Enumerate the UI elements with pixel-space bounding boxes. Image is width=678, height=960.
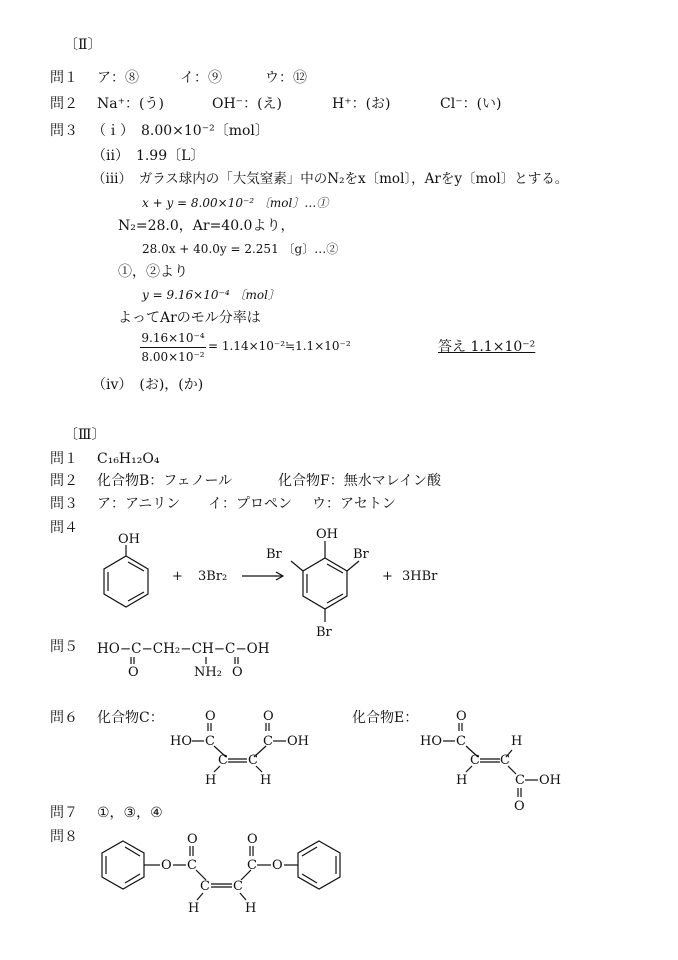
oxygen-label: O bbox=[205, 709, 216, 724]
oxygen-label: O bbox=[187, 832, 198, 847]
compound-c-label: 化合物C： bbox=[97, 710, 164, 726]
oh-label: OH bbox=[316, 527, 338, 542]
q3-7-label: 問７ bbox=[50, 805, 78, 821]
q3-4-label: 問４ bbox=[50, 520, 78, 536]
q3-3-a: ア：アニリン bbox=[97, 496, 181, 512]
section-3-header: 〔Ⅲ〕 bbox=[64, 427, 106, 443]
q3-8-label: 問８ bbox=[50, 829, 78, 845]
hydrogen-label: H bbox=[260, 773, 272, 788]
carbon-label: C bbox=[187, 858, 197, 873]
bond bbox=[197, 893, 203, 900]
carbon-label: C bbox=[247, 858, 257, 873]
section-2-header: 〔Ⅱ〕 bbox=[64, 37, 102, 53]
q2-3-i: （ｉ） 8.00×10⁻²〔mol〕 bbox=[92, 123, 269, 139]
fraction-numerator: 9.16×10⁻⁴ bbox=[141, 331, 205, 345]
q3-2-label: 問２ bbox=[50, 473, 78, 489]
q2-3-iii: （iii） ガラス球内の「大気窒素」中のN₂をx〔mol〕，Arをy〔mol〕とする。 bbox=[92, 171, 569, 187]
hydrogen-label: H bbox=[205, 773, 217, 788]
q3-3-b: イ：プロペン bbox=[208, 496, 292, 512]
double-bond bbox=[125, 874, 140, 883]
oh-label: OH bbox=[539, 773, 561, 788]
benzene-ring bbox=[298, 841, 340, 889]
carbon-label: C bbox=[248, 753, 258, 768]
chain-formula: HO−C−CH₂−CH−C−OH bbox=[97, 641, 270, 657]
fraction-result: = 1.14×10⁻²≒1.1×10⁻² bbox=[208, 339, 351, 353]
double-bond bbox=[302, 874, 317, 883]
answer-3-iii: 答え 1.1×10⁻² bbox=[438, 339, 536, 355]
q2-1-label: 問１ bbox=[50, 70, 78, 86]
q2-3-atomic: N₂=28.0，Ar=40.0より， bbox=[118, 218, 295, 234]
q2-3-therefore: よってArのモル分率は bbox=[118, 310, 261, 326]
carbon-label: C bbox=[218, 753, 228, 768]
q2-2-label: 問２ bbox=[50, 96, 78, 112]
q2-3-eq3: y = 9.16×10⁻⁴ 〔mol〕 bbox=[142, 288, 280, 302]
q3-2-f: 化合物F：無水マレイン酸 bbox=[278, 473, 442, 489]
oxygen-label: O bbox=[128, 665, 139, 680]
oxygen-label: O bbox=[272, 858, 283, 873]
q2-3-iv: （iv） (お)，(か) bbox=[92, 377, 204, 393]
q2-3-from: ①，②より bbox=[118, 264, 188, 280]
q2-3-label: 問３ bbox=[50, 123, 78, 139]
hydrogen-label: H bbox=[188, 901, 200, 916]
q3-3-c: ウ：アセトン bbox=[312, 496, 396, 512]
oxygen-label: O bbox=[247, 832, 258, 847]
oh-label: OH bbox=[287, 734, 309, 749]
br-label: Br bbox=[316, 625, 332, 640]
phenyl-ring-right bbox=[298, 841, 340, 889]
hydrogen-label: H bbox=[456, 773, 468, 788]
carbon-label: C bbox=[233, 879, 243, 894]
q2-3-eq1: x + y = 8.00×10⁻² 〔mol〕…① bbox=[142, 196, 329, 210]
carbon-label: C bbox=[500, 753, 510, 768]
q2-1-answer-b: イ：⑨ bbox=[180, 70, 222, 86]
oxygen-label: O bbox=[514, 799, 525, 814]
product-hbr: 3HBr bbox=[402, 569, 438, 584]
carbon-label: C bbox=[263, 734, 273, 749]
q3-6-label: 問６ bbox=[50, 710, 78, 726]
oxygen-label: O bbox=[232, 665, 243, 680]
hydrogen-label: H bbox=[511, 734, 523, 749]
q3-2-b: 化合物B：フェノール bbox=[97, 473, 233, 489]
ho-label: HO bbox=[170, 734, 192, 749]
q3-3-label: 問３ bbox=[50, 496, 78, 512]
phenyl-ring-left bbox=[102, 841, 144, 889]
double-bond bbox=[302, 847, 317, 856]
benzene-ring bbox=[102, 841, 144, 889]
q2-2-h: H⁺：(お) bbox=[332, 96, 391, 112]
q3-1-formula: C₁₆H₁₂O₄ bbox=[97, 451, 160, 467]
br-label: Br bbox=[266, 547, 282, 562]
compound-e-label: 化合物E： bbox=[352, 710, 419, 726]
q2-2-cl: Cl⁻：(い) bbox=[440, 96, 502, 112]
br-label: Br bbox=[353, 547, 369, 562]
q2-3-eq2: 28.0x + 40.0y = 2.251 〔g〕…② bbox=[142, 242, 339, 256]
carbon-label: C bbox=[470, 753, 480, 768]
q2-2-oh: OH⁻：(え) bbox=[212, 96, 282, 112]
plus-sign: + bbox=[172, 569, 183, 584]
plus-sign: + bbox=[382, 569, 393, 584]
oh-label: OH bbox=[118, 532, 140, 547]
q2-2-na: Na⁺：(う) bbox=[97, 96, 164, 112]
oxygen-label: O bbox=[456, 709, 467, 724]
carbon-label: C bbox=[515, 773, 525, 788]
reagent-br2: 3Br₂ bbox=[198, 569, 228, 584]
fraction-denominator: 8.00×10⁻² bbox=[141, 350, 205, 364]
ho-label: HO bbox=[420, 734, 442, 749]
q2-1-answer-c: ウ：⑫ bbox=[265, 70, 307, 86]
carbon-label: C bbox=[205, 734, 215, 749]
q2-3-ii: （ii） 1.99〔L〕 bbox=[92, 148, 205, 164]
oxygen-label: O bbox=[263, 709, 274, 724]
bond bbox=[240, 893, 246, 900]
hydrogen-label: H bbox=[245, 901, 257, 916]
carbon-label: C bbox=[456, 734, 466, 749]
carbon-label: C bbox=[200, 879, 210, 894]
q3-5-label: 問５ bbox=[50, 639, 78, 655]
q3-7-answer: ①，③，④ bbox=[97, 805, 163, 821]
q2-1-answer-a: ア：⑧ bbox=[97, 70, 139, 86]
oxygen-label: O bbox=[161, 858, 172, 873]
nh2-label: NH₂ bbox=[194, 665, 222, 680]
q3-1-label: 問１ bbox=[50, 451, 78, 467]
double-bond bbox=[125, 847, 140, 856]
